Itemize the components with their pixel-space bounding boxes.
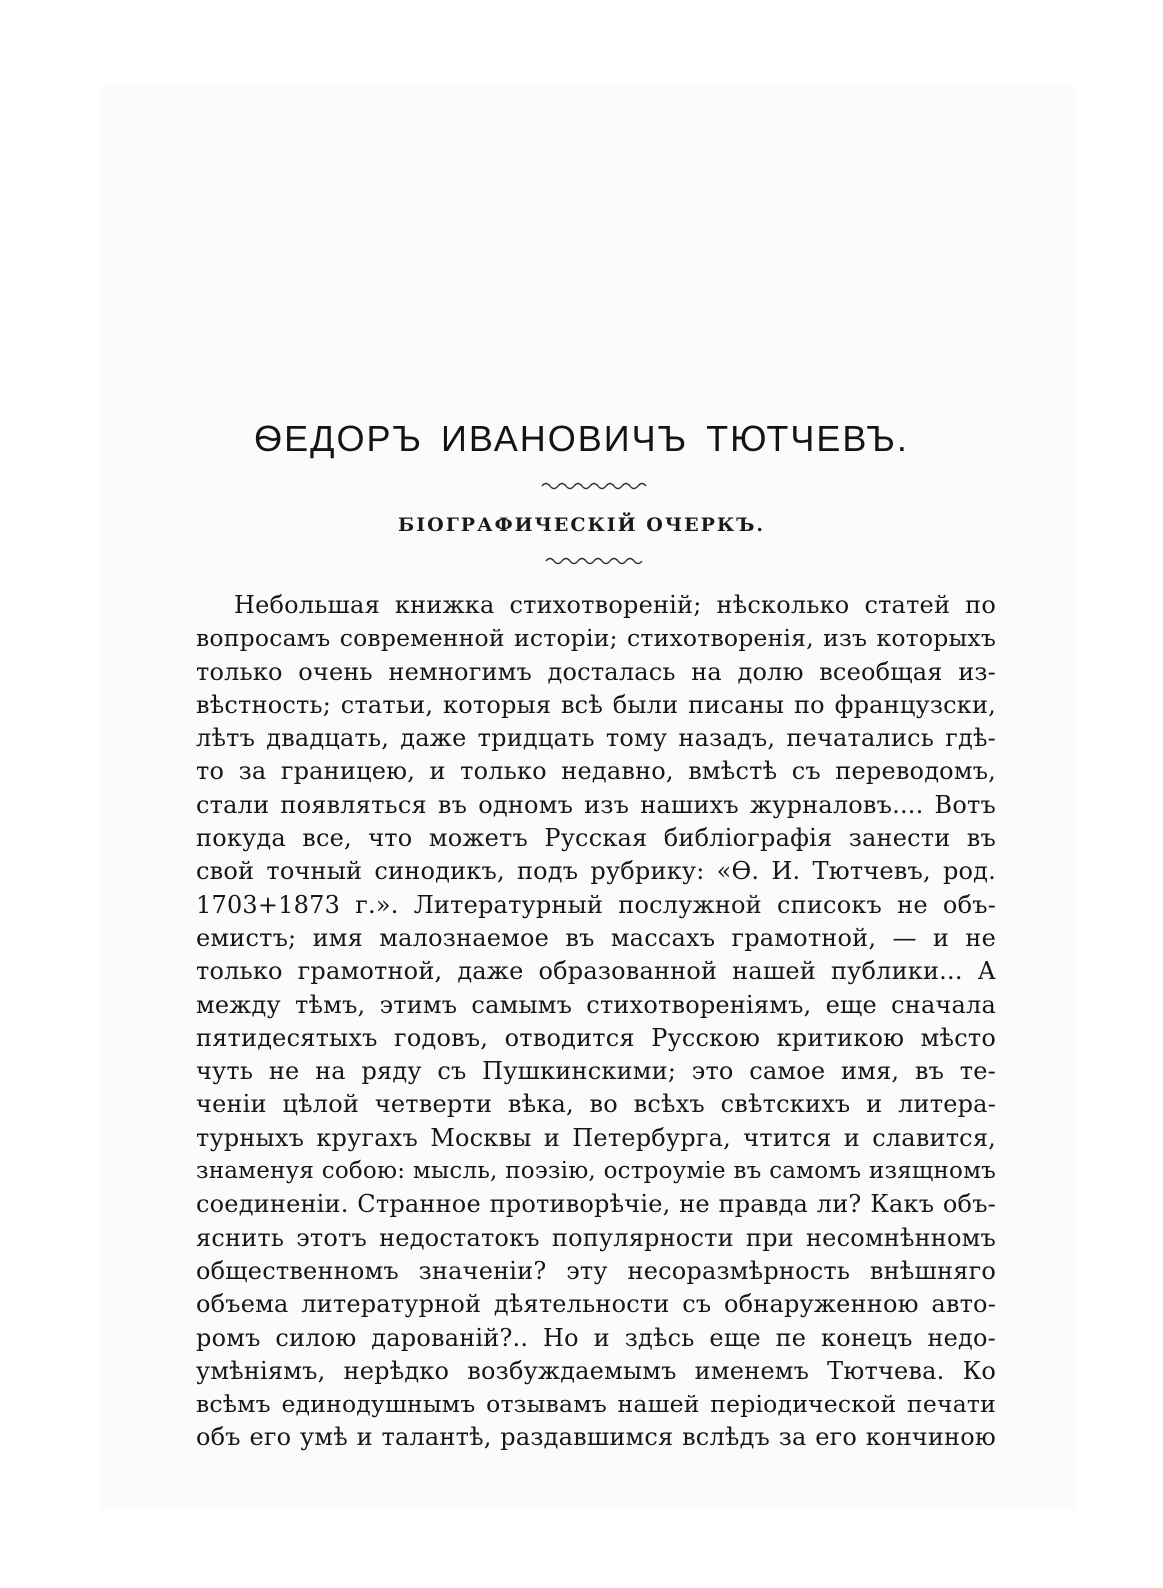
text-line: свой точный синодикъ, подъ рубрику: «Ѳ. И. Тютчевъ, род. — [196, 857, 996, 886]
text-line: всѣмъ единодушнымъ отзывамъ нашей періодической печати — [196, 1390, 996, 1419]
text-line: емистъ; имя малознаемое въ массахъ грамотной, — и не — [196, 923, 996, 952]
text-line: стали появляться въ одномъ изъ нашихъ журналовъ.... Вотъ — [196, 790, 996, 819]
section-subtitle: БІОГРАФИЧЕСКІЙ ОЧЕРКЪ. — [398, 514, 765, 536]
text-line: знаменуя собою: мысль, поэзію, остроуміе въ самомъ изящномъ — [196, 1158, 996, 1185]
text-line: лѣтъ двадцать, даже тридцать тому назадъ, печатались гдѣ- — [196, 724, 996, 753]
text-line: между тѣмъ, этимъ самымъ стихотвореніямъ, еще сначала — [196, 990, 996, 1019]
wavy-rule-icon — [540, 553, 650, 569]
text-line: вопросамъ современной исторіи; стихотворенія, изъ которыхъ — [196, 624, 996, 653]
text-line: объ его умѣ и талантѣ, раздавшимся вслѣдъ за его кончиною — [196, 1423, 996, 1452]
text-line: ромъ силою дарованій?.. Но и здѣсь еще пе конецъ недо- — [196, 1323, 996, 1352]
text-line: ченіи цѣлой четверти вѣка, во всѣхъ свѣтскихъ и литера- — [196, 1090, 996, 1119]
text-line: то за границею, и только недавно, вмѣстѣ съ переводомъ, — [196, 757, 996, 786]
text-line: яснить этотъ недостатокъ популярности при несомнѣнномъ — [196, 1223, 996, 1252]
text-line: пятидесятыхъ годовъ, отводится Русскою критикою мѣсто — [196, 1023, 996, 1052]
text-line: чуть не на ряду съ Пушкинскими; это самое имя, въ те- — [196, 1057, 996, 1086]
text-line: умѣніямъ, нерѣдко возбуждаемымъ именемъ Тютчева. Ко — [196, 1356, 996, 1385]
page-title: ѲЕДОРЪ ИВАНОВИЧЪ ТЮТЧЕВЪ. — [254, 418, 909, 459]
text-line: вѣстность; статьи, которыя всѣ были писаны по французски, — [196, 690, 996, 719]
text-line: общественномъ значеніи? эту несоразмѣрность внѣшняго — [196, 1256, 996, 1285]
text-line: 1703+1873 г.». Литературный послужной списокъ не объ- — [196, 890, 996, 919]
text-line: Небольшая книжка стихотвореній; нѣсколько статей по — [234, 591, 996, 619]
text-line: объема литературной дѣятельности съ обнаруженною авто- — [196, 1290, 996, 1319]
text-line: только грамотной, даже образованной нашей публики... А — [196, 957, 996, 986]
text-line: турныхъ кругахъ Москвы и Петербурга, чтится и славится, — [196, 1123, 996, 1152]
text-line: только очень немногимъ досталась на долю всеобщая из- — [196, 657, 996, 686]
wavy-rule-icon — [540, 478, 650, 494]
body-paragraph — [196, 589, 996, 1455]
text-line: покуда все, что можетъ Русская библіографія занести въ — [196, 824, 996, 853]
text-line: соединеніи. Странное противорѣчіе, не правда ли? Какъ объ- — [196, 1190, 996, 1219]
